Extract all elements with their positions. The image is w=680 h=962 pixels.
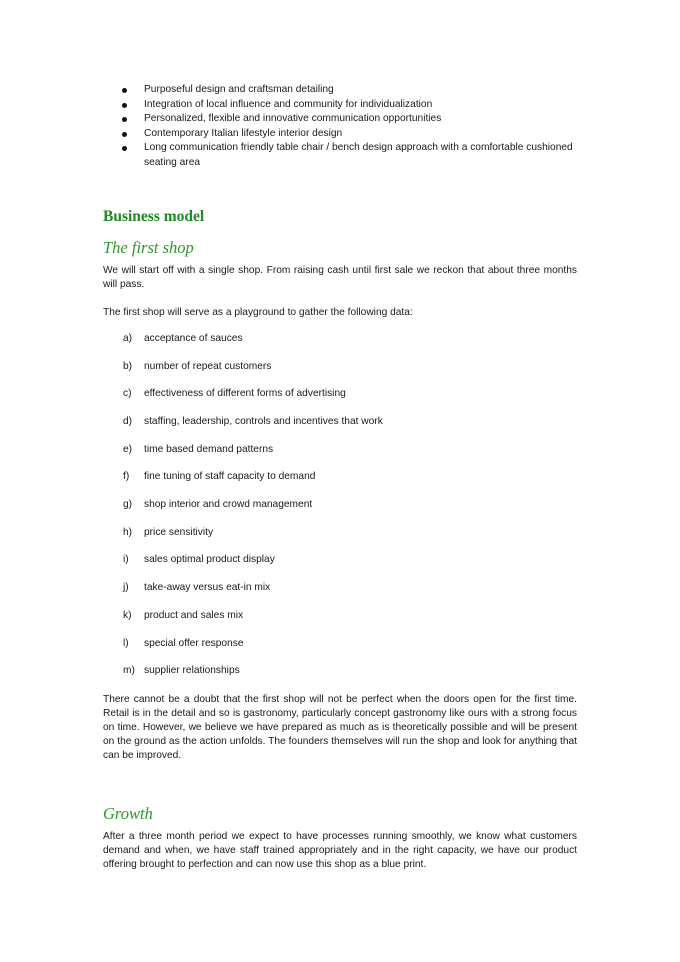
bullet-item: Personalized, flexible and innovative communication opportunities [103, 112, 583, 127]
first-shop-lead: The first shop will serve as a playground to gather the following data: [103, 307, 413, 318]
feature-bullet-list [103, 83, 583, 171]
growth-paragraph: After a three month period we expect to have processes running smoothly, we know what customers demand and when, we have staff trained appropriately and in the right capacity, we have our product offering brought to perfection and can now use this shop as a blue print. [103, 831, 577, 870]
bullet-dot-icon [122, 88, 127, 93]
bullet-dot-icon [122, 117, 127, 122]
document-page: Purposeful design and craftsman detailing Integration of local influence and community for individualization Personalized, flexible and innovative communication opportunities Contemporary Italian lifestyle interior design Long communication friendly table chair / bench design approach with a comfortable cushioned seating area Business model The first shop We will start off with a single shop. From raising cash until first sale we reckon that about three months will pass. The first shop will serve as a playground to gather the following data: a) acceptance of sauces b) number of repeat customers c) effectiveness of different forms of advertising d) staffing, leadership, controls and incentives that work e) time based demand patterns f) fine tuning of staff capacity to demand g) shop interior and crowd management h) price sensitivity i) sales optimal product display j) take-away versus eat-in mix k) product and sales mix l) special offer response m) supplier relationships There cannot be a doubt that the first shop will not be perfect when the doors open for the first time. Retail is in the detail and so is gastronomy, particularly concept gastronomy like ours with a strong focus on time. However, we believe we have prepared as much as is theoretically possible and will be present on the ground as the action unfolds. The founders themselves will run the shop and look for anything that can be improved. Growth After a three month period we expect to have processes running smoothly, we know what customers demand and when, we have staff trained appropriately and in the right capacity, we have our product offering brought to perfection and can now use this shop as a blue print. [0, 0, 680, 962]
subheading-first-shop: The first shop [103, 238, 194, 257]
subheading-growth: Growth [103, 804, 153, 823]
bullet-dot-icon [122, 132, 127, 137]
section-heading-business-model: Business model [103, 208, 205, 225]
bullet-item: Long communication friendly table chair / bench design approach with a comfortable cushioned seating area [103, 141, 583, 170]
first-shop-conclusion: There cannot be a doubt that the first shop will not be perfect when the doors open for the first time. Retail is in the detail and so is gastronomy, particularly concept gastronomy like ours with a strong focus on time. However, we believe we have prepared as much as is theoretically possible and will be present on the ground as the action unfolds. The founders themselves will run the shop and look for anything that can be improved. [103, 694, 577, 761]
bullet-item: Integration of local influence and community for individualization [103, 98, 583, 113]
bullet-dot-icon [122, 146, 127, 151]
bullet-item: Purposeful design and craftsman detailing [103, 83, 583, 98]
first-shop-intro: We will start off with a single shop. From raising cash until first sale we reckon that about three months will pass. [103, 265, 577, 290]
bullet-dot-icon [122, 103, 127, 108]
bullet-item: Contemporary Italian lifestyle interior design [103, 127, 583, 142]
